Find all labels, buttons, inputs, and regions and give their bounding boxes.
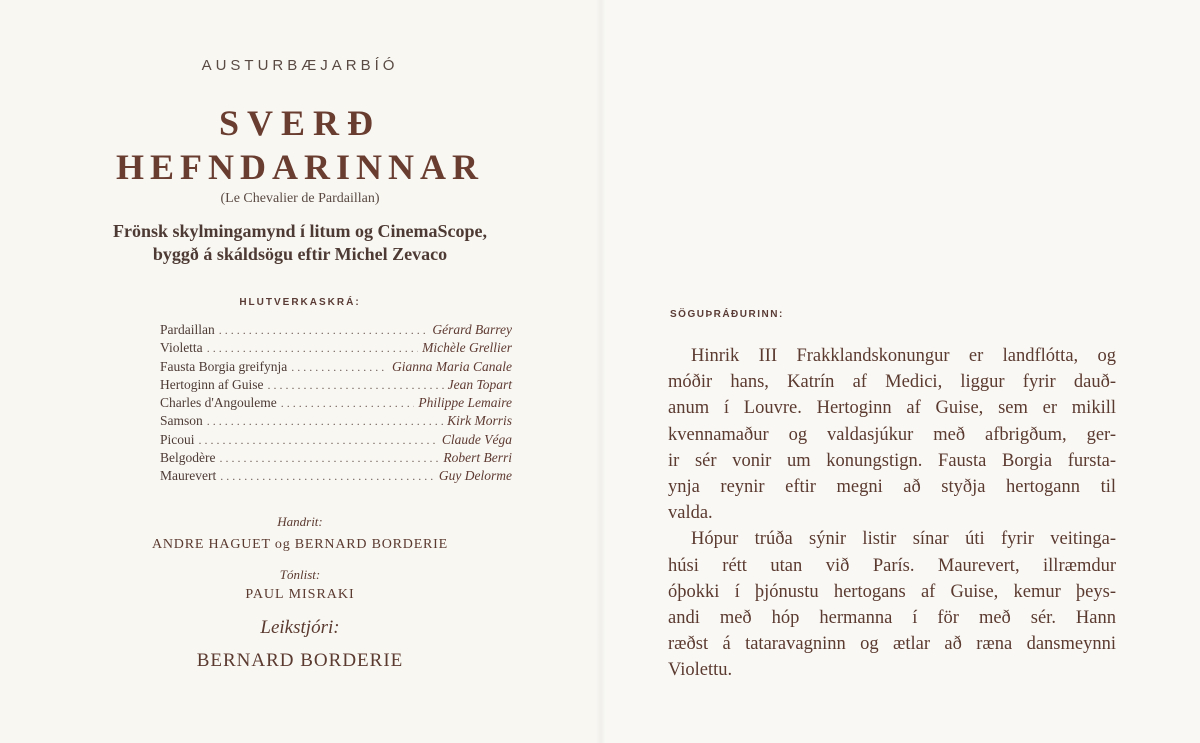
cast-actor: Gérard Barrey — [432, 322, 512, 337]
synopsis-line: ynja reynir eftir megni að styðja hertogann til — [668, 477, 1116, 498]
cast-role: Picoui — [160, 431, 195, 447]
synopsis-line: móðir hans, Katrín af Medici, liggur fyrir dauð- — [668, 372, 1116, 393]
script-value: ANDRE HAGUET og BERNARD BORDERIE — [151, 537, 448, 552]
title-line-2: HEFNDARINNAR — [116, 147, 484, 187]
cast-actor: Jean Topart — [447, 376, 512, 392]
subtitle-line-2: byggð á skáldsögu eftir Michel Zevaco — [152, 244, 448, 264]
synopsis-line: Hópur trúða sýnir listir sínar úti fyrir veitinga- — [691, 529, 1116, 550]
synopsis-line: Hinrik III Frakklandskonungur er landflótta, og — [691, 346, 1116, 366]
synopsis-line: anum í Louvre. Hertoginn af Guise, sem er mikill — [668, 398, 1116, 419]
synopsis-line: ir sér vonir um konungstign. Fausta Borgia fursta- — [668, 450, 1116, 471]
cast-role: Belgodère — [160, 450, 216, 466]
cast-row — [160, 431, 512, 449]
music-label: Tónlist: — [279, 567, 321, 582]
director-value: BERNARD BORDERIE — [196, 650, 404, 671]
script-label: Handrit: — [277, 514, 323, 529]
cast-row — [160, 412, 512, 430]
cast-actor: Gianna Maria Canale — [392, 358, 512, 374]
synopsis-line: óþokki í þjónustu hertogans af Guise, kemur þeys- — [668, 581, 1116, 602]
original-title: (Le Chevalier de Pardaillan) — [220, 191, 380, 206]
cast-row — [160, 467, 512, 485]
title-line-1: SVERÐ — [218, 103, 382, 143]
synopsis-line: andi með hóp hermanna í för með sér. Hann — [668, 608, 1116, 629]
director-label: Leikstjóri: — [260, 617, 340, 638]
cast-row — [160, 339, 512, 357]
cast-row — [160, 449, 512, 467]
cast-row — [160, 376, 512, 394]
cast-role: Fausta Borgia greifynja — [160, 358, 288, 374]
synopsis-line: húsi rétt utan við París. Maurevert, illræmdur — [668, 555, 1116, 576]
synopsis-body — [668, 343, 1116, 684]
cast-actor: Michèle Grellier — [422, 340, 512, 356]
music-value: PAUL MISRAKI — [245, 587, 355, 602]
cast-actor: Robert Berri — [443, 450, 512, 466]
cast-actor: Guy Delorme — [438, 468, 512, 484]
cast-role: Pardaillan — [160, 322, 215, 337]
cast-row — [160, 394, 512, 412]
cast-list — [160, 321, 512, 486]
synopsis-line: valda. — [668, 503, 713, 524]
subtitle-line-1: Frönsk skylmingamynd í litum og CinemaScope, — [112, 221, 488, 241]
theater-name: AUSTURBÆJARBÍÓ — [201, 57, 399, 74]
cast-row — [160, 321, 512, 339]
cast-role: Hertoginn af Guise — [160, 376, 264, 392]
cast-actor: Kirk Morris — [447, 413, 512, 429]
synopsis-line: Violettu. — [668, 660, 733, 681]
synopsis-line: kvennamaður og valdasjúkur með afbrigðum, ger- — [668, 424, 1116, 445]
cast-role: Charles d'Angouleme — [160, 395, 277, 411]
cast-role: Maurevert — [160, 468, 217, 484]
synopsis-heading: SÖGUÞRÁÐURINN: — [670, 309, 784, 320]
cast-row — [160, 358, 512, 376]
cast-actor: Claude Véga — [441, 431, 512, 447]
synopsis-line: ræðst á tataravagninn og ætlar að ræna dansmeynni — [668, 634, 1116, 655]
cast-role: Violetta — [160, 340, 203, 356]
cast-role: Samson — [160, 413, 203, 429]
cast-heading: HLUTVERKASKRÁ: — [239, 297, 361, 308]
cast-actor: Philippe Lemaire — [418, 395, 512, 411]
